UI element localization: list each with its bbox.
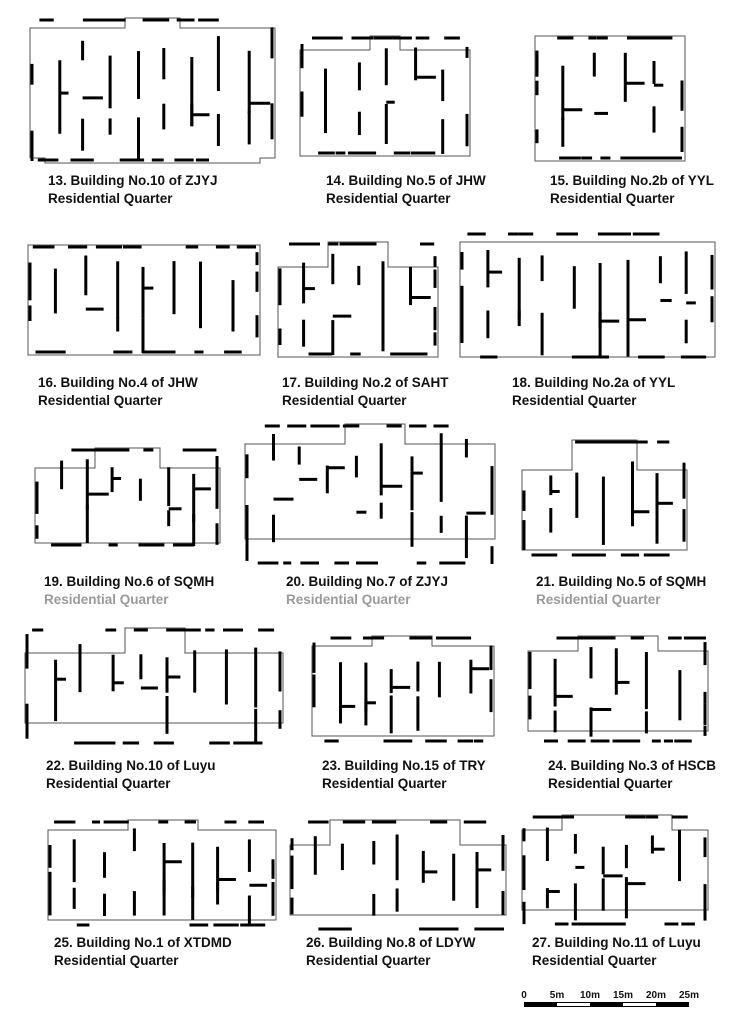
caption-16: 16. Building No.4 of JHW Residential Quarter bbox=[38, 375, 198, 408]
floor-plan-19 bbox=[35, 448, 220, 548]
floor-plan-drawing bbox=[312, 636, 494, 744]
floor-plan-drawing bbox=[460, 232, 715, 360]
floor-plan-21 bbox=[522, 440, 687, 558]
caption-19: 19. Building No.6 of SQMH Residential Quarter bbox=[44, 574, 215, 607]
floor-plan-drawing bbox=[245, 424, 495, 566]
floor-plan-13 bbox=[30, 18, 275, 163]
caption-24: 24. Building No.3 of HSCB Residential Quarter bbox=[548, 758, 717, 791]
scale-label-10: 10m bbox=[579, 990, 601, 1001]
scale-segment bbox=[590, 1002, 623, 1007]
floor-plan-26 bbox=[290, 820, 506, 932]
scale-label-0: 0 bbox=[521, 990, 527, 1001]
floor-plan-23 bbox=[312, 636, 494, 744]
floor-plan-22 bbox=[25, 628, 283, 746]
floor-plan-14 bbox=[300, 36, 470, 156]
floor-plan-drawing bbox=[300, 36, 470, 156]
floor-plan-drawing bbox=[278, 242, 438, 357]
floor-plan-25 bbox=[48, 820, 276, 928]
caption-17: 17. Building No.2 of SAHT Residential Quarter bbox=[282, 375, 449, 408]
scale-segment bbox=[623, 1002, 656, 1007]
caption-14: 14. Building No.5 of JHW Residential Quarter bbox=[326, 173, 486, 206]
scale-bar bbox=[520, 990, 710, 1020]
floor-plan-drawing bbox=[290, 820, 506, 932]
plan-outline bbox=[25, 628, 283, 723]
plan-outline bbox=[48, 820, 276, 920]
caption-23: 23. Building No.15 of TRY Residential Quarter bbox=[322, 758, 486, 791]
scale-label-20: 20m bbox=[645, 990, 667, 1001]
caption-13: 13. Building No.10 of ZJYJ Residential Quarter bbox=[48, 173, 218, 206]
floor-plan-drawing bbox=[25, 628, 283, 746]
floor-plan-17 bbox=[278, 242, 438, 357]
floor-plan-drawing bbox=[28, 245, 260, 355]
plan-outline bbox=[30, 18, 275, 163]
plan-outline bbox=[245, 424, 495, 539]
plan-outline bbox=[535, 36, 685, 161]
scale-segment bbox=[557, 1002, 590, 1007]
plan-outline bbox=[278, 242, 438, 357]
floor-plan-drawing bbox=[30, 18, 275, 163]
caption-20: 20. Building No.7 of ZJYJ Residential Quarter bbox=[286, 574, 449, 607]
caption-15: 15. Building No.2b of YYL Residential Quarter bbox=[550, 173, 715, 206]
floor-plan-drawing bbox=[35, 448, 220, 548]
caption-27: 27. Building No.11 of Luyu Residential Quarter bbox=[532, 935, 701, 968]
floor-plan-27 bbox=[522, 815, 708, 927]
scale-label-15: 15m bbox=[612, 990, 634, 1001]
floor-plan-drawing bbox=[48, 820, 276, 928]
floor-plan-drawing bbox=[522, 440, 687, 558]
scale-label-5: 5m bbox=[549, 990, 565, 1001]
floor-plan-24 bbox=[528, 636, 708, 744]
scale-segment bbox=[656, 1002, 689, 1007]
scale-segment bbox=[524, 1002, 557, 1007]
floor-plan-16 bbox=[28, 245, 260, 355]
floor-plan-drawing bbox=[535, 36, 685, 161]
floor-plan-20 bbox=[245, 424, 495, 566]
caption-21: 21. Building No.5 of SQMH Residential Quarter bbox=[536, 574, 707, 607]
scale-label-25: 25m bbox=[678, 990, 700, 1001]
caption-26: 26. Building No.8 of LDYW Residential Quarter bbox=[306, 935, 476, 968]
caption-18: 18. Building No.2a of YYL Residential Quarter bbox=[512, 375, 676, 408]
floor-plan-18 bbox=[460, 232, 715, 360]
floor-plan-drawing bbox=[528, 636, 708, 744]
plan-outline bbox=[460, 242, 715, 357]
caption-22: 22. Building No.10 of Luyu Residential Quarter bbox=[46, 758, 216, 791]
caption-25: 25. Building No.1 of XTDMD Residential Quarter bbox=[54, 935, 232, 968]
floor-plan-drawing bbox=[522, 815, 708, 927]
floor-plan-15 bbox=[535, 36, 685, 161]
